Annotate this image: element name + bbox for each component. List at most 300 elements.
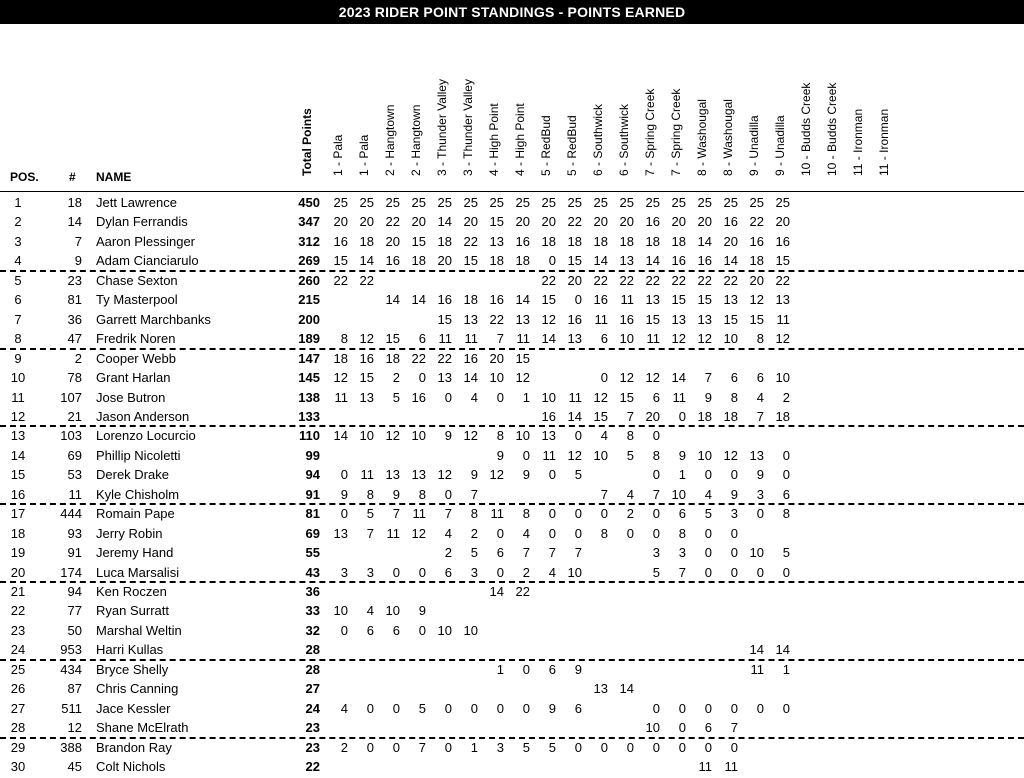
table-row — [0, 660, 1024, 679]
points-cell: 25 — [723, 195, 738, 210]
total-points-cell: 347 — [298, 214, 320, 230]
points-cell: 2 — [340, 739, 348, 755]
rider-number-cell: 87 — [67, 681, 82, 697]
points-cell: 9 — [678, 447, 686, 463]
race-column-header-label: 1 - Pala — [357, 134, 371, 176]
points-cell: 4 — [366, 603, 374, 619]
points-cell: 16 — [593, 292, 608, 308]
points-cell: 25 — [333, 195, 348, 210]
points-cell: 22 — [775, 272, 790, 288]
table-row — [0, 679, 1024, 698]
points-cell: 5 — [574, 467, 582, 483]
rider-name-cell: Ryan Surratt — [96, 603, 169, 619]
points-cell: 12 — [489, 467, 504, 483]
table-row — [0, 543, 1024, 562]
rider-number-cell: 78 — [67, 370, 82, 386]
position-cell: 12 — [10, 408, 26, 424]
total-points-cell: 260 — [298, 272, 320, 288]
total-points-cell: 28 — [305, 642, 320, 658]
points-cell: 11 — [724, 759, 738, 775]
points-cell: 3 — [366, 564, 374, 580]
points-cell: 0 — [418, 564, 426, 580]
points-cell: 22 — [723, 272, 738, 288]
points-cell: 5 — [704, 506, 712, 522]
rider-number-cell: 174 — [60, 564, 82, 580]
points-cell: 7 — [678, 564, 686, 580]
points-cell: 0 — [626, 525, 634, 541]
points-cell: 20 — [333, 214, 348, 230]
points-cell: 0 — [704, 525, 712, 541]
points-cell: 10 — [333, 603, 348, 619]
rider-name-cell: Dylan Ferrandis — [96, 214, 188, 230]
race-column-header-label: 3 - Thunder Valley — [461, 79, 475, 176]
points-cell: 9 — [444, 428, 452, 444]
table-row — [0, 465, 1024, 484]
points-cell: 3 — [470, 564, 478, 580]
points-cell: 13 — [697, 311, 712, 327]
position-cell: 24 — [10, 642, 26, 658]
points-cell: 12 — [359, 331, 374, 347]
total-points-cell: 133 — [298, 408, 320, 424]
points-cell: 10 — [697, 447, 712, 463]
race-column-header-label: 7 - Spring Creek — [643, 88, 657, 176]
points-cell: 8 — [652, 447, 660, 463]
points-cell: 14 — [619, 681, 634, 697]
points-cell: 0 — [340, 506, 348, 522]
points-cell: 9 — [522, 467, 530, 483]
table-row — [0, 718, 1024, 737]
points-cell: 0 — [574, 506, 582, 522]
points-cell: 9 — [730, 486, 738, 502]
points-cell: 0 — [496, 564, 504, 580]
points-cell: 5 — [782, 545, 790, 561]
points-cell: 0 — [366, 700, 374, 716]
points-cell: 9 — [574, 661, 582, 677]
points-cell: 2 — [522, 564, 530, 580]
rider-name-cell: Grant Harlan — [96, 370, 171, 386]
rider-number-cell: 14 — [67, 214, 82, 230]
points-cell: 20 — [437, 253, 452, 269]
points-cell: 25 — [697, 195, 712, 210]
points-cell: 8 — [678, 525, 686, 541]
points-cell: 0 — [704, 545, 712, 561]
points-cell: 22 — [619, 272, 634, 288]
points-cell: 12 — [593, 389, 608, 405]
points-cell: 20 — [723, 233, 738, 249]
points-cell: 0 — [652, 467, 660, 483]
race-column-header-label: 5 - RedBud — [539, 115, 553, 176]
points-cell: 13 — [515, 311, 530, 327]
points-cell: 6 — [678, 506, 686, 522]
points-cell: 0 — [418, 622, 426, 638]
points-cell: 16 — [411, 389, 426, 405]
points-cell: 8 — [600, 525, 608, 541]
points-cell: 10 — [359, 428, 374, 444]
points-cell: 18 — [515, 253, 530, 269]
points-cell: 11 — [750, 661, 764, 677]
points-cell: 5 — [652, 564, 660, 580]
points-cell: 22 — [645, 272, 660, 288]
rider-name-cell: Derek Drake — [96, 467, 169, 483]
rider-name-cell: Brandon Ray — [96, 739, 172, 755]
points-cell: 14 — [437, 214, 452, 230]
rider-name-cell: Kyle Chisholm — [96, 486, 180, 502]
points-cell: 14 — [385, 292, 400, 308]
points-cell: 11 — [620, 292, 634, 308]
position-cell: 1 — [14, 195, 22, 210]
table-row — [0, 621, 1024, 640]
points-cell: 22 — [437, 350, 452, 366]
points-cell: 12 — [645, 370, 660, 386]
points-cell: 10 — [775, 370, 790, 386]
points-cell: 0 — [730, 564, 738, 580]
points-cell: 0 — [782, 700, 790, 716]
points-cell: 7 — [392, 506, 400, 522]
points-cell: 0 — [444, 700, 452, 716]
points-cell: 4 — [626, 486, 634, 502]
rider-name-cell: Romain Pape — [96, 506, 175, 522]
table-row — [0, 640, 1024, 659]
points-cell: 16 — [567, 311, 582, 327]
position-cell: 23 — [10, 622, 26, 638]
page-title: 2023 RIDER POINT STANDINGS - POINTS EARNED — [0, 0, 1024, 24]
points-cell: 16 — [775, 233, 790, 249]
points-cell: 0 — [522, 447, 530, 463]
race-column-header-label: 9 - Unadilla — [747, 115, 761, 176]
race-column-header-label: 8 - Washougal — [695, 99, 709, 176]
points-cell: 10 — [541, 389, 556, 405]
points-cell: 7 — [444, 506, 452, 522]
points-cell: 25 — [593, 195, 608, 210]
points-cell: 0 — [756, 700, 764, 716]
rider-number-cell: 388 — [60, 739, 82, 755]
points-cell: 14 — [697, 233, 712, 249]
points-cell: 16 — [359, 350, 374, 366]
points-cell: 15 — [697, 292, 712, 308]
points-cell: 25 — [385, 195, 400, 210]
points-cell: 14 — [671, 370, 686, 386]
points-cell: 12 — [671, 331, 686, 347]
points-cell: 22 — [515, 584, 530, 599]
total-points-cell: 81 — [305, 506, 320, 522]
points-cell: 11 — [542, 447, 556, 463]
points-cell: 0 — [756, 506, 764, 522]
points-cell: 6 — [574, 700, 582, 716]
points-cell: 7 — [756, 408, 764, 424]
points-cell: 5 — [548, 739, 556, 755]
table-row — [0, 504, 1024, 523]
points-cell: 13 — [723, 292, 738, 308]
points-cell: 6 — [652, 389, 660, 405]
points-cell: 25 — [749, 195, 764, 210]
points-cell: 9 — [756, 467, 764, 483]
points-cell: 0 — [652, 428, 660, 444]
points-cell: 9 — [548, 700, 556, 716]
points-cell: 22 — [489, 311, 504, 327]
points-cell: 16 — [463, 350, 478, 366]
points-cell: 7 — [548, 545, 556, 561]
points-cell: 6 — [756, 370, 764, 386]
points-cell: 11 — [360, 467, 374, 483]
position-cell: 22 — [10, 603, 26, 619]
total-points-cell: 43 — [305, 564, 320, 580]
position-cell: 6 — [14, 292, 22, 308]
points-cell: 11 — [516, 331, 530, 347]
points-cell: 18 — [645, 233, 660, 249]
total-points-cell: 28 — [305, 661, 320, 677]
points-cell: 15 — [775, 253, 790, 269]
points-cell: 9 — [704, 389, 712, 405]
points-cell: 0 — [652, 525, 660, 541]
points-cell: 16 — [437, 292, 452, 308]
rider-name-cell: Ty Masterpool — [96, 292, 178, 308]
points-cell: 0 — [730, 739, 738, 755]
rider-number-cell: 511 — [61, 700, 82, 716]
total-points-cell: 24 — [305, 700, 320, 716]
rider-name-cell: Jett Lawrence — [96, 195, 177, 210]
race-column-header-label: 1 - Pala — [331, 134, 345, 176]
points-cell: 8 — [496, 428, 504, 444]
race-column-header-label: 7 - Spring Creek — [669, 88, 683, 176]
points-cell: 13 — [463, 311, 478, 327]
points-cell: 0 — [678, 720, 686, 736]
points-cell: 15 — [749, 311, 764, 327]
points-cell: 1 — [496, 661, 504, 677]
position-cell: 3 — [14, 233, 22, 249]
points-cell: 16 — [489, 292, 504, 308]
points-cell: 13 — [333, 525, 348, 541]
points-cell: 6 — [496, 545, 504, 561]
points-cell: 20 — [645, 408, 660, 424]
name-header: NAME — [96, 170, 132, 184]
points-cell: 15 — [723, 311, 738, 327]
table-row — [0, 563, 1024, 582]
points-cell: 16 — [541, 408, 556, 424]
points-cell: 15 — [489, 214, 504, 230]
rider-name-cell: Marshal Weltin — [96, 622, 182, 638]
points-cell: 13 — [359, 389, 374, 405]
table-header — [0, 24, 1024, 192]
total-points-cell: 36 — [305, 584, 320, 599]
points-cell: 6 — [418, 331, 426, 347]
table-row — [0, 446, 1024, 465]
rider-name-cell: Bryce Shelly — [96, 661, 169, 677]
points-cell: 8 — [470, 506, 478, 522]
points-cell: 0 — [782, 467, 790, 483]
points-cell: 12 — [515, 370, 530, 386]
position-cell: 27 — [10, 700, 26, 716]
position-cell: 7 — [14, 311, 22, 327]
points-cell: 20 — [463, 214, 478, 230]
points-cell: 6 — [730, 370, 738, 386]
rider-number-cell: 45 — [67, 759, 82, 775]
points-cell: 18 — [593, 233, 608, 249]
points-cell: 20 — [489, 350, 504, 366]
rider-name-cell: Chase Sexton — [96, 272, 178, 288]
rider-number-cell: 21 — [67, 408, 82, 424]
table-row — [0, 388, 1024, 407]
points-cell: 14 — [463, 370, 478, 386]
points-cell: 0 — [574, 739, 582, 755]
position-cell: 30 — [10, 759, 26, 775]
race-column-header-label: 8 - Washougal — [721, 99, 735, 176]
rider-number-cell: 103 — [60, 428, 82, 444]
points-cell: 16 — [645, 214, 660, 230]
points-cell: 18 — [619, 233, 634, 249]
points-cell: 8 — [366, 486, 374, 502]
points-cell: 12 — [775, 331, 790, 347]
race-column-header-label: 4 - High Point — [513, 103, 527, 176]
position-cell: 9 — [14, 350, 22, 366]
table-row — [0, 582, 1024, 601]
position-cell: 13 — [10, 428, 26, 444]
points-cell: 13 — [775, 292, 790, 308]
rider-name-cell: Chris Canning — [96, 681, 179, 697]
points-cell: 16 — [333, 233, 348, 249]
points-cell: 12 — [411, 525, 426, 541]
points-cell: 20 — [671, 214, 686, 230]
points-cell: 4 — [522, 525, 530, 541]
points-cell: 0 — [392, 739, 400, 755]
race-column-header-label: 9 - Unadilla — [773, 115, 787, 176]
rider-number-cell: 69 — [67, 447, 82, 463]
rider-number-cell: 47 — [67, 331, 82, 347]
points-cell: 15 — [437, 311, 452, 327]
position-cell: 20 — [10, 564, 26, 580]
points-cell: 13 — [385, 467, 400, 483]
points-cell: 25 — [463, 195, 478, 210]
position-cell: 8 — [14, 331, 22, 347]
points-cell: 16 — [515, 233, 530, 249]
total-points-cell: 94 — [305, 467, 320, 483]
points-cell: 8 — [756, 331, 764, 347]
points-cell: 0 — [652, 700, 660, 716]
race-column-header-label: 6 - Southwick — [617, 103, 631, 176]
total-points-cell: 189 — [298, 331, 320, 347]
total-points-cell: 215 — [298, 292, 320, 308]
points-cell: 4 — [470, 389, 478, 405]
points-cell: 15 — [411, 233, 426, 249]
table-row — [0, 310, 1024, 329]
points-cell: 14 — [723, 253, 738, 269]
points-cell: 0 — [678, 408, 686, 424]
points-cell: 0 — [496, 389, 504, 405]
points-cell: 25 — [359, 195, 374, 210]
position-cell: 16 — [10, 486, 26, 502]
points-cell: 14 — [489, 584, 504, 599]
race-column-header-label: 2 - Hangtown — [409, 104, 423, 176]
points-cell: 10 — [567, 564, 582, 580]
points-cell: 15 — [333, 253, 348, 269]
points-cell: 11 — [490, 506, 504, 522]
points-cell: 0 — [730, 525, 738, 541]
points-cell: 5 — [626, 447, 634, 463]
points-cell: 18 — [697, 408, 712, 424]
points-cell: 10 — [437, 622, 452, 638]
points-cell: 8 — [418, 486, 426, 502]
points-cell: 0 — [496, 700, 504, 716]
points-cell: 0 — [600, 370, 608, 386]
points-cell: 20 — [697, 214, 712, 230]
points-cell: 16 — [671, 253, 686, 269]
rider-number-cell: 2 — [74, 350, 82, 366]
points-cell: 14 — [411, 292, 426, 308]
total-points-cell: 450 — [298, 195, 320, 210]
points-cell: 10 — [463, 622, 478, 638]
position-cell: 26 — [10, 681, 26, 697]
rider-name-cell: Luca Marsalisi — [96, 564, 180, 580]
points-cell: 13 — [619, 253, 634, 269]
points-cell: 0 — [600, 506, 608, 522]
points-cell: 9 — [392, 486, 400, 502]
position-cell: 21 — [10, 584, 26, 599]
points-cell: 7 — [496, 331, 504, 347]
points-cell: 15 — [619, 389, 634, 405]
points-cell: 18 — [359, 233, 374, 249]
rider-number-cell: 36 — [67, 311, 82, 327]
points-cell: 13 — [593, 681, 608, 697]
table-row — [0, 290, 1024, 309]
points-cell: 20 — [359, 214, 374, 230]
points-cell: 0 — [496, 525, 504, 541]
rider-number-cell: 11 — [68, 486, 82, 502]
points-cell: 0 — [704, 739, 712, 755]
table-row — [0, 601, 1024, 620]
points-cell: 15 — [671, 292, 686, 308]
number-header: # — [69, 170, 76, 184]
points-cell: 20 — [567, 272, 582, 288]
points-cell: 10 — [593, 447, 608, 463]
points-cell: 13 — [567, 331, 582, 347]
rider-name-cell: Jace Kessler — [96, 700, 171, 716]
points-cell: 3 — [340, 564, 348, 580]
points-cell: 11 — [776, 311, 790, 327]
points-cell: 18 — [437, 233, 452, 249]
table-row — [0, 485, 1024, 504]
points-cell: 14 — [749, 642, 764, 658]
rider-number-cell: 7 — [74, 233, 82, 249]
position-cell: 14 — [10, 447, 26, 463]
points-cell: 22 — [463, 233, 478, 249]
points-cell: 7 — [626, 408, 634, 424]
points-cell: 15 — [359, 370, 374, 386]
points-cell: 20 — [411, 214, 426, 230]
total-points-cell: 91 — [305, 486, 320, 502]
points-cell: 22 — [333, 272, 348, 288]
points-cell: 13 — [411, 467, 426, 483]
race-column-header-label: 11 - Ironman — [877, 108, 891, 176]
points-cell: 0 — [366, 739, 374, 755]
points-cell: 20 — [541, 214, 556, 230]
points-cell: 8 — [782, 506, 790, 522]
rider-number-cell: 81 — [67, 292, 82, 308]
points-cell: 0 — [522, 661, 530, 677]
points-cell: 18 — [567, 233, 582, 249]
points-cell: 4 — [600, 428, 608, 444]
position-cell: 4 — [14, 253, 22, 269]
points-cell: 0 — [444, 486, 452, 502]
points-cell: 4 — [548, 564, 556, 580]
points-cell: 10 — [385, 603, 400, 619]
points-cell: 0 — [340, 622, 348, 638]
points-cell: 7 — [600, 486, 608, 502]
points-cell: 14 — [775, 642, 790, 658]
points-cell: 12 — [437, 467, 452, 483]
rider-number-cell: 50 — [67, 622, 82, 638]
points-cell: 20 — [749, 272, 764, 288]
rider-name-cell: Aaron Plessinger — [96, 233, 195, 249]
points-cell: 12 — [749, 292, 764, 308]
